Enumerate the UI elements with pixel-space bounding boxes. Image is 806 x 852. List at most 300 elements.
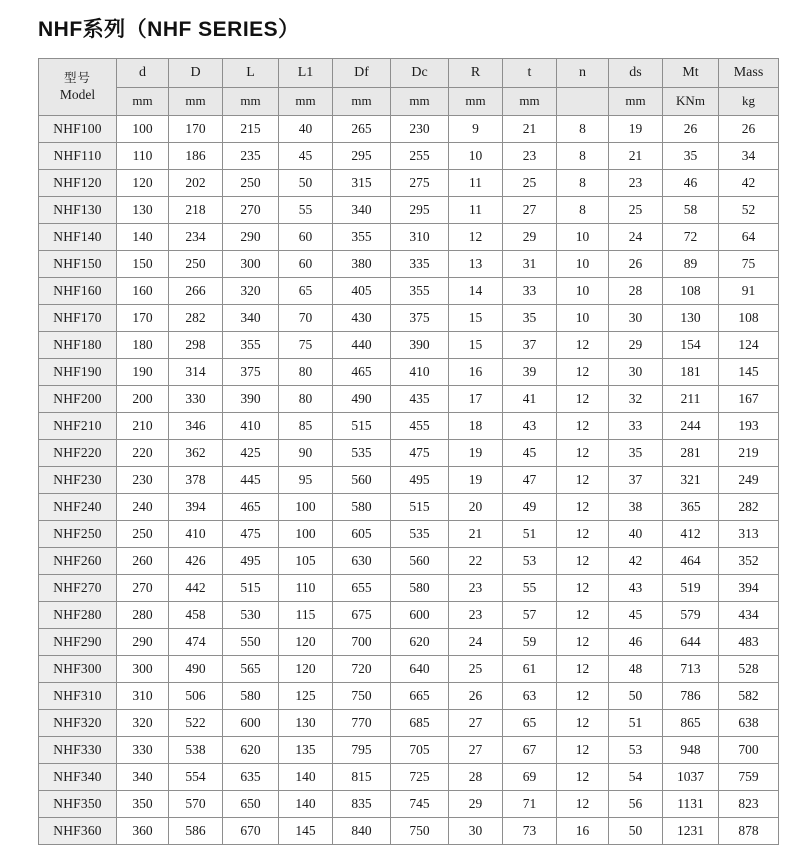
cell-R: 17 (449, 386, 503, 413)
cell-L1: 70 (279, 305, 333, 332)
cell-D: 554 (169, 764, 223, 791)
cell-model: NHF310 (39, 683, 117, 710)
cell-D: 410 (169, 521, 223, 548)
cell-d: 260 (117, 548, 169, 575)
table-row (39, 359, 779, 386)
cell-R: 24 (449, 629, 503, 656)
cell-R: 22 (449, 548, 503, 575)
cell-Mt: 579 (663, 602, 719, 629)
cell-R: 27 (449, 710, 503, 737)
cell-t: 39 (503, 359, 557, 386)
cell-n: 8 (557, 197, 609, 224)
cell-D: 266 (169, 278, 223, 305)
cell-L1: 140 (279, 764, 333, 791)
cell-L: 215 (223, 116, 279, 143)
cell-Df: 515 (333, 413, 391, 440)
cell-L1: 95 (279, 467, 333, 494)
cell-n: 8 (557, 170, 609, 197)
cell-Mass: 394 (719, 575, 779, 602)
cell-n: 12 (557, 629, 609, 656)
unit-Df: mm (333, 87, 391, 116)
unit-Dc: mm (391, 87, 449, 116)
cell-Df: 430 (333, 305, 391, 332)
cell-model: NHF360 (39, 818, 117, 845)
cell-Dc: 355 (391, 278, 449, 305)
cell-d: 230 (117, 467, 169, 494)
cell-Mt: 46 (663, 170, 719, 197)
header-row-symbols (39, 59, 779, 88)
cell-L1: 130 (279, 710, 333, 737)
cell-L: 650 (223, 791, 279, 818)
cell-model: NHF150 (39, 251, 117, 278)
cell-Mt: 365 (663, 494, 719, 521)
cell-n: 8 (557, 116, 609, 143)
cell-Mass: 582 (719, 683, 779, 710)
table-row (39, 494, 779, 521)
cell-ds: 30 (609, 359, 663, 386)
cell-n: 10 (557, 224, 609, 251)
cell-Mass: 759 (719, 764, 779, 791)
cell-Mt: 244 (663, 413, 719, 440)
cell-n: 12 (557, 683, 609, 710)
cell-Dc: 435 (391, 386, 449, 413)
cell-L: 635 (223, 764, 279, 791)
cell-model: NHF350 (39, 791, 117, 818)
cell-Df: 675 (333, 602, 391, 629)
cell-n: 8 (557, 143, 609, 170)
cell-D: 218 (169, 197, 223, 224)
cell-Dc: 310 (391, 224, 449, 251)
cell-Mt: 58 (663, 197, 719, 224)
page-title: NHF系列（NHF SERIES） (38, 18, 300, 41)
cell-Dc: 515 (391, 494, 449, 521)
cell-n: 12 (557, 575, 609, 602)
cell-d: 200 (117, 386, 169, 413)
cell-L1: 80 (279, 359, 333, 386)
cell-R: 23 (449, 575, 503, 602)
column-header-Mass: Mass (719, 59, 779, 88)
cell-L: 580 (223, 683, 279, 710)
cell-R: 14 (449, 278, 503, 305)
cell-Mass: 167 (719, 386, 779, 413)
cell-Df: 750 (333, 683, 391, 710)
column-header-Dc: Dc (391, 59, 449, 88)
cell-t: 45 (503, 440, 557, 467)
cell-Dc: 475 (391, 440, 449, 467)
cell-Mass: 26 (719, 116, 779, 143)
cell-Df: 720 (333, 656, 391, 683)
cell-model: NHF190 (39, 359, 117, 386)
cell-Dc: 455 (391, 413, 449, 440)
cell-t: 51 (503, 521, 557, 548)
cell-L: 375 (223, 359, 279, 386)
cell-t: 69 (503, 764, 557, 791)
cell-Mass: 483 (719, 629, 779, 656)
cell-n: 10 (557, 278, 609, 305)
cell-Df: 770 (333, 710, 391, 737)
cell-L1: 60 (279, 251, 333, 278)
cell-ds: 24 (609, 224, 663, 251)
table-row (39, 521, 779, 548)
cell-Mass: 700 (719, 737, 779, 764)
cell-Df: 315 (333, 170, 391, 197)
cell-n: 10 (557, 305, 609, 332)
cell-n: 12 (557, 548, 609, 575)
cell-d: 140 (117, 224, 169, 251)
column-header-model-cn: 型号 (63, 70, 91, 86)
cell-Mt: 154 (663, 332, 719, 359)
cell-L: 530 (223, 602, 279, 629)
cell-Mt: 72 (663, 224, 719, 251)
cell-n: 12 (557, 710, 609, 737)
cell-Dc: 640 (391, 656, 449, 683)
table-row (39, 602, 779, 629)
cell-model: NHF110 (39, 143, 117, 170)
cell-D: 378 (169, 467, 223, 494)
table-row (39, 764, 779, 791)
cell-Mass: 313 (719, 521, 779, 548)
cell-Mass: 823 (719, 791, 779, 818)
cell-model: NHF250 (39, 521, 117, 548)
column-header-L1: L1 (279, 59, 333, 88)
cell-L1: 120 (279, 656, 333, 683)
cell-t: 59 (503, 629, 557, 656)
cell-d: 220 (117, 440, 169, 467)
cell-Dc: 685 (391, 710, 449, 737)
cell-R: 12 (449, 224, 503, 251)
column-header-L: L (223, 59, 279, 88)
cell-Mass: 145 (719, 359, 779, 386)
cell-R: 26 (449, 683, 503, 710)
column-header-d: d (117, 59, 169, 88)
cell-model: NHF230 (39, 467, 117, 494)
cell-model: NHF290 (39, 629, 117, 656)
cell-Mt: 1131 (663, 791, 719, 818)
cell-n: 12 (557, 440, 609, 467)
cell-Mt: 130 (663, 305, 719, 332)
cell-model: NHF300 (39, 656, 117, 683)
cell-Dc: 600 (391, 602, 449, 629)
cell-D: 570 (169, 791, 223, 818)
cell-Df: 560 (333, 467, 391, 494)
cell-d: 310 (117, 683, 169, 710)
cell-t: 65 (503, 710, 557, 737)
cell-ds: 28 (609, 278, 663, 305)
cell-L1: 65 (279, 278, 333, 305)
cell-R: 21 (449, 521, 503, 548)
cell-Df: 815 (333, 764, 391, 791)
cell-ds: 53 (609, 737, 663, 764)
cell-Mt: 181 (663, 359, 719, 386)
cell-d: 190 (117, 359, 169, 386)
cell-Df: 535 (333, 440, 391, 467)
cell-n: 12 (557, 602, 609, 629)
cell-d: 360 (117, 818, 169, 845)
cell-R: 19 (449, 467, 503, 494)
cell-ds: 23 (609, 170, 663, 197)
cell-Mt: 644 (663, 629, 719, 656)
cell-n: 12 (557, 467, 609, 494)
table-row (39, 332, 779, 359)
cell-d: 210 (117, 413, 169, 440)
cell-ds: 50 (609, 818, 663, 845)
cell-ds: 51 (609, 710, 663, 737)
cell-Mt: 281 (663, 440, 719, 467)
cell-L1: 110 (279, 575, 333, 602)
cell-D: 330 (169, 386, 223, 413)
cell-n: 12 (557, 359, 609, 386)
cell-L: 250 (223, 170, 279, 197)
cell-ds: 43 (609, 575, 663, 602)
cell-Mass: 638 (719, 710, 779, 737)
cell-model: NHF320 (39, 710, 117, 737)
cell-t: 57 (503, 602, 557, 629)
cell-model: NHF280 (39, 602, 117, 629)
cell-Df: 630 (333, 548, 391, 575)
cell-d: 130 (117, 197, 169, 224)
cell-t: 31 (503, 251, 557, 278)
cell-Mass: 219 (719, 440, 779, 467)
cell-d: 250 (117, 521, 169, 548)
cell-Mass: 528 (719, 656, 779, 683)
unit-t: mm (503, 87, 557, 116)
cell-Dc: 375 (391, 305, 449, 332)
cell-L1: 60 (279, 224, 333, 251)
cell-ds: 46 (609, 629, 663, 656)
cell-d: 110 (117, 143, 169, 170)
table-row (39, 710, 779, 737)
cell-D: 298 (169, 332, 223, 359)
cell-L: 670 (223, 818, 279, 845)
table-row (39, 737, 779, 764)
cell-R: 10 (449, 143, 503, 170)
column-header-Df: Df (333, 59, 391, 88)
cell-Df: 340 (333, 197, 391, 224)
cell-Df: 655 (333, 575, 391, 602)
cell-R: 11 (449, 197, 503, 224)
cell-ds: 56 (609, 791, 663, 818)
cell-R: 15 (449, 305, 503, 332)
cell-Df: 380 (333, 251, 391, 278)
cell-L: 475 (223, 521, 279, 548)
cell-model: NHF120 (39, 170, 117, 197)
table-row (39, 197, 779, 224)
cell-Mt: 948 (663, 737, 719, 764)
cell-t: 29 (503, 224, 557, 251)
cell-D: 314 (169, 359, 223, 386)
cell-t: 25 (503, 170, 557, 197)
cell-d: 320 (117, 710, 169, 737)
cell-L1: 115 (279, 602, 333, 629)
cell-t: 41 (503, 386, 557, 413)
cell-L1: 120 (279, 629, 333, 656)
cell-Dc: 390 (391, 332, 449, 359)
cell-R: 25 (449, 656, 503, 683)
cell-t: 47 (503, 467, 557, 494)
cell-model: NHF170 (39, 305, 117, 332)
cell-model: NHF220 (39, 440, 117, 467)
cell-Dc: 620 (391, 629, 449, 656)
cell-L: 320 (223, 278, 279, 305)
cell-L: 290 (223, 224, 279, 251)
cell-t: 27 (503, 197, 557, 224)
cell-t: 55 (503, 575, 557, 602)
cell-t: 71 (503, 791, 557, 818)
cell-D: 586 (169, 818, 223, 845)
unit-Mt: KNm (663, 87, 719, 116)
table-row (39, 791, 779, 818)
document-page (0, 13, 806, 852)
cell-L: 425 (223, 440, 279, 467)
cell-d: 150 (117, 251, 169, 278)
cell-L: 515 (223, 575, 279, 602)
cell-R: 18 (449, 413, 503, 440)
nhf-series-spec-table (38, 58, 779, 845)
cell-Dc: 230 (391, 116, 449, 143)
cell-t: 21 (503, 116, 557, 143)
cell-L1: 50 (279, 170, 333, 197)
cell-L: 565 (223, 656, 279, 683)
cell-D: 234 (169, 224, 223, 251)
cell-Mt: 35 (663, 143, 719, 170)
cell-ds: 40 (609, 521, 663, 548)
cell-n: 12 (557, 386, 609, 413)
cell-n: 12 (557, 521, 609, 548)
table-row (39, 413, 779, 440)
cell-D: 362 (169, 440, 223, 467)
cell-Mass: 34 (719, 143, 779, 170)
cell-t: 49 (503, 494, 557, 521)
cell-Mass: 434 (719, 602, 779, 629)
table-row (39, 548, 779, 575)
cell-model: NHF210 (39, 413, 117, 440)
cell-Mt: 89 (663, 251, 719, 278)
table-row (39, 116, 779, 143)
cell-R: 29 (449, 791, 503, 818)
cell-D: 202 (169, 170, 223, 197)
cell-Dc: 535 (391, 521, 449, 548)
column-header-t: t (503, 59, 557, 88)
cell-Df: 580 (333, 494, 391, 521)
cell-L1: 45 (279, 143, 333, 170)
cell-ds: 54 (609, 764, 663, 791)
cell-R: 9 (449, 116, 503, 143)
cell-Dc: 580 (391, 575, 449, 602)
cell-n: 12 (557, 737, 609, 764)
cell-t: 61 (503, 656, 557, 683)
cell-Mt: 1037 (663, 764, 719, 791)
cell-n: 12 (557, 494, 609, 521)
table-row (39, 251, 779, 278)
cell-D: 538 (169, 737, 223, 764)
cell-Mt: 1231 (663, 818, 719, 845)
cell-t: 23 (503, 143, 557, 170)
cell-t: 53 (503, 548, 557, 575)
cell-Dc: 255 (391, 143, 449, 170)
cell-Mt: 26 (663, 116, 719, 143)
cell-d: 270 (117, 575, 169, 602)
cell-D: 282 (169, 305, 223, 332)
unit-d: mm (117, 87, 169, 116)
cell-L: 550 (223, 629, 279, 656)
cell-Dc: 725 (391, 764, 449, 791)
table-row (39, 386, 779, 413)
cell-d: 290 (117, 629, 169, 656)
cell-L: 410 (223, 413, 279, 440)
cell-L: 465 (223, 494, 279, 521)
cell-d: 340 (117, 764, 169, 791)
unit-L: mm (223, 87, 279, 116)
cell-Mt: 211 (663, 386, 719, 413)
table-body (39, 116, 779, 845)
table-row (39, 467, 779, 494)
cell-L: 355 (223, 332, 279, 359)
cell-d: 330 (117, 737, 169, 764)
cell-d: 120 (117, 170, 169, 197)
cell-model: NHF100 (39, 116, 117, 143)
cell-d: 280 (117, 602, 169, 629)
cell-L: 340 (223, 305, 279, 332)
cell-Df: 795 (333, 737, 391, 764)
cell-L: 445 (223, 467, 279, 494)
cell-Mass: 282 (719, 494, 779, 521)
cell-D: 346 (169, 413, 223, 440)
cell-ds: 37 (609, 467, 663, 494)
cell-model: NHF140 (39, 224, 117, 251)
cell-Mt: 786 (663, 683, 719, 710)
cell-t: 63 (503, 683, 557, 710)
cell-R: 30 (449, 818, 503, 845)
cell-L1: 140 (279, 791, 333, 818)
column-header-ds: ds (609, 59, 663, 88)
cell-D: 506 (169, 683, 223, 710)
cell-Dc: 495 (391, 467, 449, 494)
cell-d: 240 (117, 494, 169, 521)
unit-R: mm (449, 87, 503, 116)
cell-D: 474 (169, 629, 223, 656)
cell-D: 170 (169, 116, 223, 143)
cell-Mass: 352 (719, 548, 779, 575)
cell-ds: 38 (609, 494, 663, 521)
table-header (39, 59, 779, 116)
cell-R: 20 (449, 494, 503, 521)
cell-t: 67 (503, 737, 557, 764)
unit-L1: mm (279, 87, 333, 116)
cell-Mt: 464 (663, 548, 719, 575)
cell-d: 160 (117, 278, 169, 305)
cell-L: 620 (223, 737, 279, 764)
cell-ds: 25 (609, 197, 663, 224)
cell-L1: 55 (279, 197, 333, 224)
cell-Mass: 878 (719, 818, 779, 845)
cell-d: 180 (117, 332, 169, 359)
column-header-Mt: Mt (663, 59, 719, 88)
cell-t: 43 (503, 413, 557, 440)
cell-L: 300 (223, 251, 279, 278)
cell-R: 23 (449, 602, 503, 629)
cell-t: 73 (503, 818, 557, 845)
cell-Mt: 321 (663, 467, 719, 494)
cell-R: 27 (449, 737, 503, 764)
cell-n: 12 (557, 764, 609, 791)
cell-Df: 405 (333, 278, 391, 305)
cell-Df: 605 (333, 521, 391, 548)
cell-Mt: 519 (663, 575, 719, 602)
cell-D: 490 (169, 656, 223, 683)
cell-model: NHF340 (39, 764, 117, 791)
cell-L1: 85 (279, 413, 333, 440)
cell-n: 16 (557, 818, 609, 845)
